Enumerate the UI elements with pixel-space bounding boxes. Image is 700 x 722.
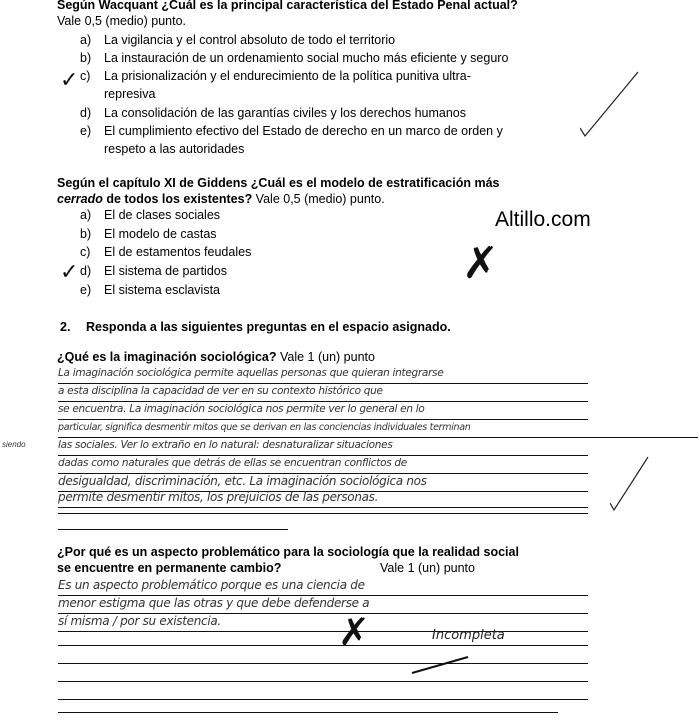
- option-letter: b): [80, 51, 92, 65]
- section-number: 2.: [60, 320, 71, 334]
- q4-title-line2: se encuentre en permanente cambio?: [57, 561, 282, 575]
- answer-line: menor estigma que las otras y que debe defenderse a: [58, 596, 588, 614]
- q2-option-b: El modelo de castas: [104, 227, 217, 241]
- answer-line: sí misma / por su existencia.: [58, 614, 588, 632]
- q1-option-e: El cumplimiento efectivo del Estado de derecho en un marco de orden y: [104, 124, 503, 138]
- check-mark-icon: ✓: [60, 260, 79, 285]
- option-letter: b): [80, 227, 92, 241]
- answer-line: a esta disciplina la capacidad de ver en su contexto histórico que: [58, 384, 588, 402]
- grader-stroke-icon: [410, 655, 470, 675]
- q2-option-e: El sistema esclavista: [104, 283, 221, 297]
- answer-line: desigualdad, discriminación, etc. La imaginación sociológica nos: [58, 474, 588, 492]
- q3-heading: [57, 350, 375, 364]
- blank-line: [58, 663, 588, 664]
- grader-tick-icon: [580, 70, 640, 140]
- margin-note: siendo: [2, 440, 26, 449]
- q2-title: Según el capítulo XI de Giddens ¿Cuál es el modelo de estratificación más: [57, 176, 500, 190]
- q1-option-c-cont: represiva: [104, 87, 156, 101]
- q1-option-e-cont: respeto a las autoridades: [104, 142, 245, 156]
- watermark: Altillo.com: [495, 208, 591, 231]
- option-letter: a): [80, 208, 92, 222]
- grader-tick-icon: [610, 455, 650, 515]
- blank-line: [58, 645, 588, 646]
- q1-value: Vale 0,5 (medio) punto.: [57, 14, 187, 28]
- q4-value: Vale 1 (un) punto: [380, 561, 475, 575]
- q2-title-line2: [57, 192, 385, 206]
- grader-note: Incompleta: [432, 628, 505, 643]
- q2-bold: de todos los existentes?: [102, 192, 253, 206]
- q2-option-a: El de clases sociales: [104, 208, 221, 222]
- answer-line: permite desmentir mitos, los prejuicios de las personas.: [58, 490, 588, 508]
- q2-italic: cerrado: [57, 192, 103, 206]
- blank-line: [58, 529, 288, 530]
- q1-option-c: La prisionalización y el endurecimiento de la política punitiva ultra-: [104, 69, 471, 83]
- q1-title: Según Wacquant ¿Cuál es la principal característica del Estado Penal actual?: [57, 0, 518, 12]
- blank-line: [58, 681, 588, 682]
- q3-value: Vale 1 (un) punto: [276, 350, 375, 364]
- option-letter: d): [80, 106, 92, 120]
- q2-option-d: El sistema de partidos: [104, 264, 227, 278]
- answer-line: se encuentra. La imaginación sociológica nos permite ver lo general en lo: [58, 402, 588, 420]
- section-title: Responda a las siguientes preguntas en el espacio asignado.: [86, 320, 451, 334]
- q4-title: ¿Por qué es un aspecto problemático para la sociología que la realidad social: [57, 545, 519, 559]
- answer-line: Es un aspecto problemático porque es una ciencia de: [58, 578, 588, 596]
- option-letter: e): [80, 124, 92, 138]
- q3-title: ¿Qué es la imaginación sociológica?: [57, 350, 277, 364]
- q2-value: Vale 0,5 (medio) punto.: [252, 192, 385, 206]
- blank-line: [58, 699, 588, 700]
- cross-mark-icon: ✗: [338, 610, 370, 654]
- q1-option-b: La instauración de un ordenamiento social mucho más eficiente y seguro: [104, 51, 509, 65]
- answer-line: dadas como naturales que detrás de ellas se encuentran conflictos de: [58, 456, 588, 474]
- answer-line: particular, significa desmentir mitos que se derivan en las conciencias individuales terminan: [58, 420, 698, 438]
- answer-line: La imaginación sociológica permite aquellas personas que quieran integrarse: [58, 366, 588, 384]
- blank-line: [58, 513, 588, 514]
- option-letter: d): [80, 264, 92, 278]
- option-letter: c): [80, 69, 91, 83]
- cross-mark-icon: ✗: [462, 238, 499, 289]
- check-mark-icon: ✓: [60, 68, 79, 93]
- answer-line: las sociales. Ver lo extraño en lo natural: desnaturalizar situaciones: [58, 438, 588, 456]
- option-letter: e): [80, 283, 92, 297]
- q1-option-a: La vigilancia y el control absoluto de todo el territorio: [104, 33, 396, 47]
- option-letter: c): [80, 245, 91, 259]
- q2-option-c: El de estamentos feudales: [104, 245, 252, 259]
- q1-option-d: La consolidación de las garantías civiles y los derechos humanos: [104, 106, 467, 120]
- blank-line: [58, 712, 558, 713]
- option-letter: a): [80, 33, 92, 47]
